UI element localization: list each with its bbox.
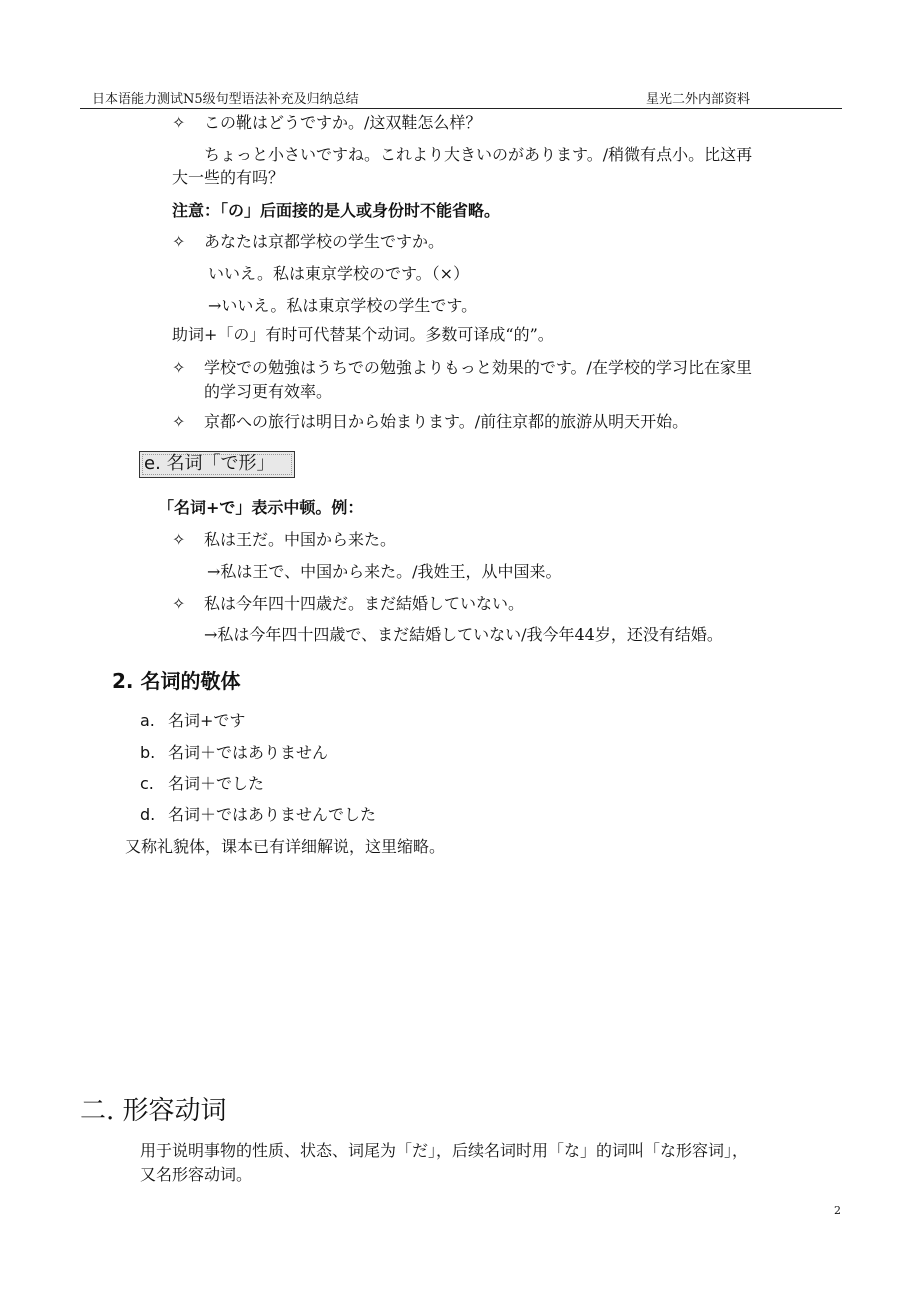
chapter-description: 又名形容动词。 [140,1165,253,1184]
note-text: 注意：「の」后面接的是人或身份时不能省略。 [172,201,501,220]
list-item: 名词＋ではありません [168,743,329,762]
list-marker: a. [140,711,155,730]
example-line: いいえ。私は東京学校のです。（×） [208,264,470,283]
list-item: 名词＋ではありませんでした [168,805,377,824]
example-line: 的学习更有效率。 [204,382,333,401]
list-item: 名词＋でした [168,774,265,793]
example-line: →いいえ。私は東京学校の学生です。 [208,296,478,315]
list-marker: c. [140,774,154,793]
example-line: 京都への旅行は明日から始まります。/前往京都的旅游从明天开始。 [204,412,689,431]
example-line: →私は王で、中国から来た。/我姓王，从中国来。 [207,562,562,581]
chapter-description: 用于说明事物的性质、状态、词尾为「だ」，后续名词时用「な」的词叫「な形容词」， [140,1141,749,1160]
list-item: 名词+です [168,711,246,730]
section-2-note: 又称礼貌体，课本已有详细解说，这里缩略。 [125,837,446,856]
header-rule [80,108,842,109]
example-line: あなたは京都学校の学生ですか。 [204,232,445,251]
bullet-icon: ✧ [172,594,186,613]
header-right: 星光二外内部资料 [646,92,751,107]
bullet-icon: ✧ [172,113,186,132]
page-number: 2 [834,1204,841,1217]
bullet-icon: ✧ [172,412,186,431]
section-2-heading: 2. 名词的敬体 [112,669,241,693]
example-line: →私は今年四十四歳で、まだ結婚していない/我今年44岁，还没有结婚。 [204,625,723,644]
list-marker: b. [140,743,156,762]
chapter-heading: 二. 形容动词 [80,1096,227,1126]
bullet-icon: ✧ [172,358,186,377]
bullet-icon: ✧ [172,530,186,549]
list-marker: d. [140,805,156,824]
example-line: 大一些的有吗？ [172,168,285,187]
example-line: ちょっと小さいですね。これより大きいのがあります。/稍微有点小。比这再 [204,145,753,164]
bullet-icon: ✧ [172,232,186,251]
section-e-heading-box [139,451,295,478]
example-line: 学校での勉強はうちでの勉強よりもっと効果的です。/在学校的学习比在家里 [204,358,752,377]
example-line: 私は王だ。中国から来た。 [204,530,397,549]
section-e-intro: 「名词+で」表示中顿。例： [158,498,364,517]
rule-text: 助词+「の」有时可代替某个动词。多数可译成“的”。 [172,325,554,344]
header-left: 日本语能力测试N5级句型语法补充及归纳总结 [92,92,359,107]
example-line: この靴はどうですか。/这双鞋怎么样？ [204,113,482,132]
section-e-heading: e. 名词「で形」 [144,453,275,474]
example-line: 私は今年四十四歳だ。まだ結婚していない。 [204,594,525,613]
